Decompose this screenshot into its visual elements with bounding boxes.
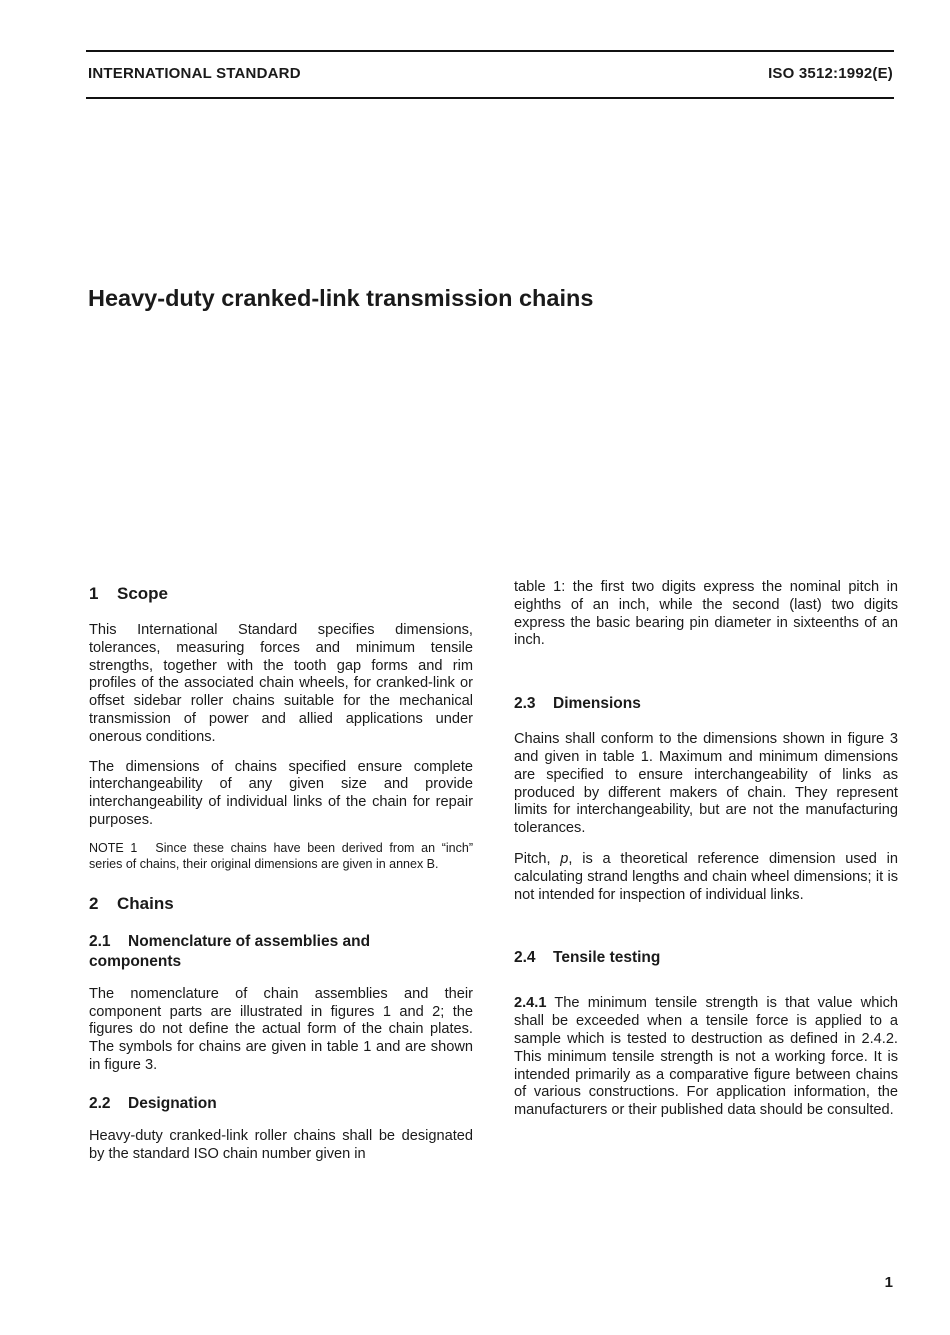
dimensions-paragraph-2 [514, 851, 898, 904]
header-top-rule [86, 50, 894, 52]
subsection-number: 2.3 [514, 695, 536, 713]
subsection-number: 2.2 [89, 1094, 111, 1112]
section-chains-heading [89, 893, 473, 915]
subsection-dimensions-heading [514, 694, 898, 714]
subsection-title: Designation [128, 1094, 217, 1112]
section-title: Scope [117, 584, 169, 603]
clause-number: 2.4.1 [514, 995, 547, 1012]
designation-paragraph-continued: table 1: the first two digits express the nominal pitch in eighths of an inch, while the second (last) two digits express the basic bearing pin diameter in sixteenths of an inch. [514, 579, 898, 649]
section-scope-heading [89, 583, 473, 605]
pitch-prefix: Pitch, [514, 850, 561, 867]
page-number: 1 [884, 1274, 893, 1291]
subsection-title-cont: components [89, 952, 182, 970]
tensile-text: The minimum tensile strength is that value which shall be exceeded when a tensile force is applied to a sample which is tested to destruction as defined in 2.4.2. This minimum tensile strength is not a working force. It is intended primarily as a comparative figure between chains of various constructions. For application information, the manufacturers or their published data should be consulted. [514, 995, 898, 1119]
right-column [514, 579, 898, 1120]
scope-note [89, 840, 473, 872]
scope-paragraph-2: The dimensions of chains specified ensure complete interchangeability of any given size and provide interchangeability of individual links of the chain for repair purposes. [89, 758, 473, 828]
dimensions-paragraph-1: Chains shall conform to the dimensions shown in figure 3 and given in table 1. Maximum and minimum dimensions are specified to ensure interchangeability of links as produced by different makers of chain. They represent limits for interchangeability, but are not the manufacturing tolerances. [514, 731, 898, 837]
note-label: NOTE 1 [89, 840, 138, 855]
subsection-tensile-heading [514, 948, 898, 968]
subsection-title: Dimensions [553, 695, 641, 713]
subsection-designation-heading [89, 1094, 473, 1114]
section-number: 1 [89, 584, 99, 603]
header-standard-type: INTERNATIONAL STANDARD [88, 65, 301, 82]
nomenclature-paragraph: The nomenclature of chain assemblies and their component parts are illustrated in figures 1 and 2; the figures do not define the actual form of the chain plates. The symbols for chains are given in table 1 and are shown in figure 3. [89, 985, 473, 1073]
subsection-number: 2.1 [89, 932, 111, 950]
section-number: 2 [89, 893, 99, 913]
section-title: Chains [117, 893, 174, 913]
pitch-symbol: p [560, 850, 569, 867]
scope-paragraph-1: This International Standard specifies dimensions, tolerances, measuring forces and minimum tensile strengths, together with the tooth gap forms and rim profiles of the associated chain wheels, for cranked-link or offset sidebar roller chains suitable for the mechanical transmission of power and allied applications under onerous conditions. [89, 622, 473, 745]
tensile-paragraph [514, 995, 898, 1120]
subsection-title: Tensile testing [553, 949, 661, 967]
note-text: Since these chains have been derived from an “inch” series of chains, their original dimensions are given in annex B. [89, 840, 473, 871]
designation-paragraph: Heavy-duty cranked-link roller chains shall be designated by the standard ISO chain number given in [89, 1127, 473, 1162]
subsection-nomenclature-heading [89, 932, 473, 972]
header-bottom-rule [86, 97, 894, 99]
subsection-number: 2.4 [514, 949, 536, 967]
header-standard-number: ISO 3512:1992(E) [768, 65, 893, 82]
subsection-title: Nomenclature of assemblies and [128, 932, 371, 950]
pitch-text: , is a theoretical reference dimension used in calculating strand lengths and chain wheel dimensions; it is not intended for inspection of individual links. [514, 850, 898, 903]
document-title: Heavy-duty cranked-link transmission chains [88, 285, 594, 311]
left-column [89, 583, 473, 1163]
